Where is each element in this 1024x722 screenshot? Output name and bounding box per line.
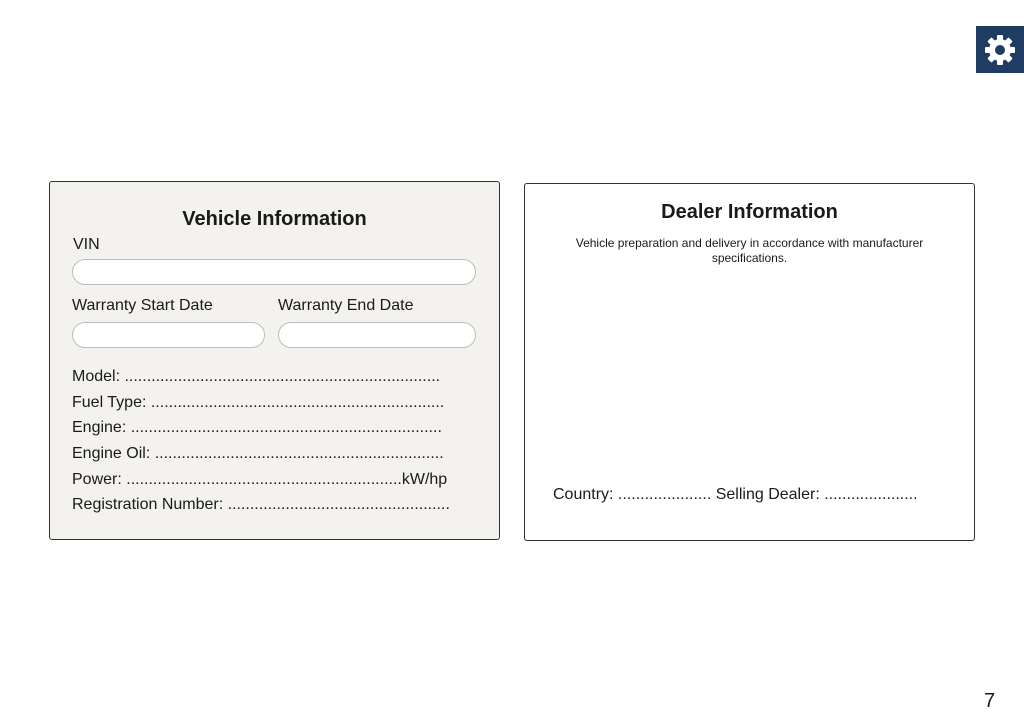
registration-number-line: Registration Number: .................................................. — [72, 496, 450, 513]
model-line: Model: ....................................................................... — [72, 368, 441, 385]
warranty-end-input[interactable] — [278, 322, 476, 348]
vin-input[interactable] — [72, 259, 476, 285]
dealer-information-title: Dealer Information — [661, 201, 838, 223]
fuel-type-line: Fuel Type: .................................................................. — [72, 394, 445, 411]
warranty-end-label: Warranty End Date — [278, 297, 414, 314]
gear-icon — [983, 33, 1017, 67]
settings-button[interactable] — [976, 26, 1024, 73]
vehicle-information-title: Vehicle Information — [182, 208, 367, 230]
page-number: 7 — [984, 690, 996, 712]
engine-line: Engine: ...................................................................... — [72, 419, 442, 436]
warranty-start-label: Warranty Start Date — [72, 297, 213, 314]
vin-label: VIN — [73, 236, 100, 253]
vehicle-information-card — [49, 181, 500, 540]
dealer-information-card — [524, 183, 975, 541]
warranty-start-input[interactable] — [72, 322, 265, 348]
power-line: Power: ..............................................................kW/hp — [72, 471, 448, 488]
engine-oil-line: Engine Oil: ................................................................. — [72, 445, 444, 462]
country-dealer-line: Country: ..................... Selling Dealer: ..................... — [553, 486, 918, 503]
dealer-subtitle: Vehicle preparation and delivery in accordance with manufacturer specifications. — [575, 236, 924, 265]
